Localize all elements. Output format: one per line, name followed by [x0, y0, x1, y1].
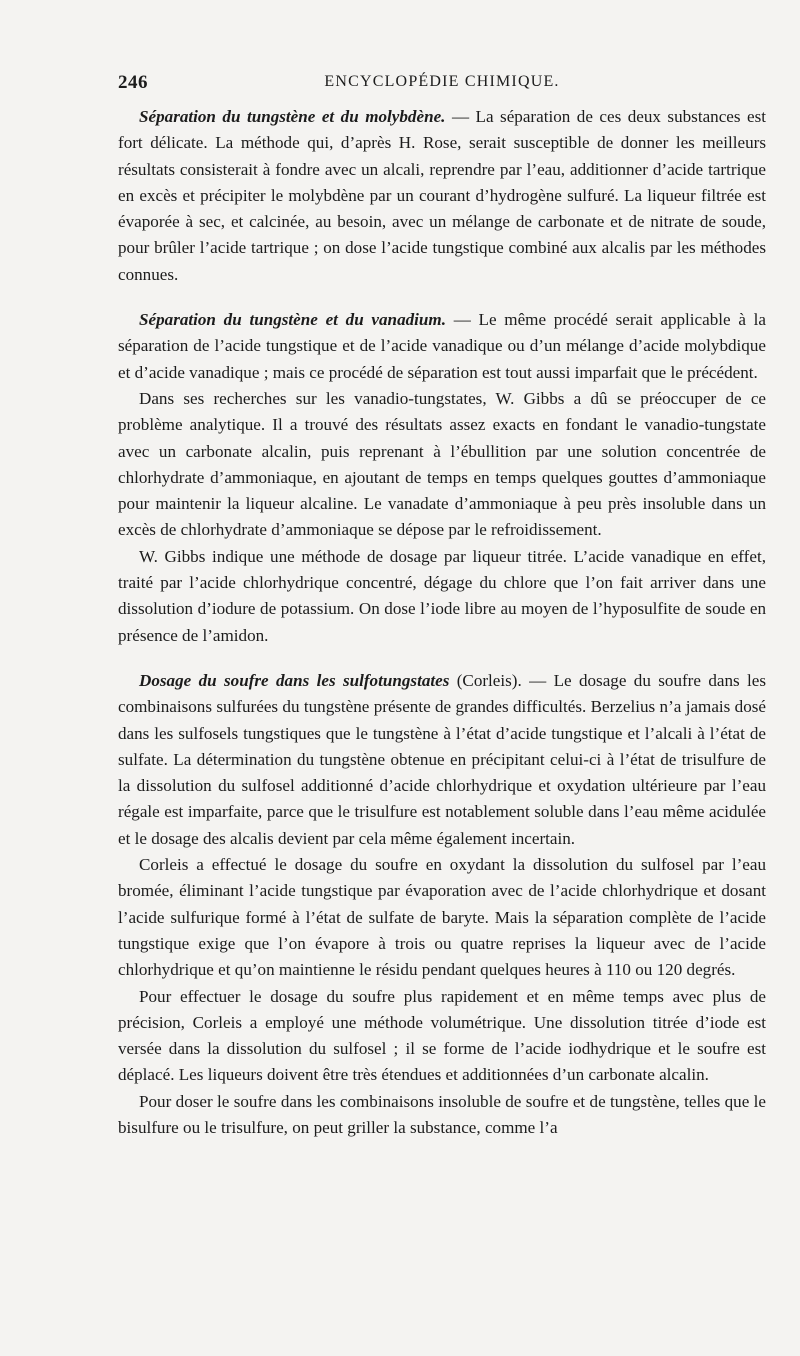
paragraph-text: — Le dosage du soufre dans les combinaisons sulfurées du tungstène présente de grandes difficultés. Berzelius n’a jamais dosé dans les sulfosels tungstiques que le tungstène à l’état d’acide tungstique et l’alcali à l’état de sulfate. La détermination du tungstène obtenue en précipitant celui-ci à l’état de trisulfure de la dissolution du sulfosel additionné d’acide chlorhydrique et oxydation ultérieure par l’eau régale est imparfaite, parce que le trisulfure est notablement soluble dans l’eau même acidulée et le dosage des alcalis devient par cela même également incertain.	[118, 670, 767, 848]
running-title: ENCYCLOPÉDIE CHIMIQUE.	[324, 73, 560, 90]
section-tungsten-molybdenum	[118, 104, 766, 288]
page-number: 246	[118, 72, 148, 93]
section-title: Dosage du soufre dans les sulfotungstates	[139, 670, 450, 690]
book-page	[118, 72, 766, 1160]
running-header	[118, 72, 766, 96]
section-title: Séparation du tungstène et du vanadium.	[139, 310, 446, 330]
paragraph	[118, 668, 766, 852]
paragraph	[118, 104, 766, 288]
section-sulfur-dosage	[118, 668, 766, 1141]
paragraph	[118, 307, 766, 386]
paragraph: W. Gibbs indique une méthode de dosage par liqueur titrée. L’acide vanadique en effet, traité par l’acide chlorhydrique concentré, dégage du chlore que l’on fait arriver dans une dissolution d’iodure de potassium. On dose l’iode libre au moyen de l’hyposulfite de soude en présence de l’amidon.	[118, 546, 766, 645]
section-tungsten-vanadium	[118, 307, 766, 649]
paragraph-text: — La séparation de ces deux substances est fort délicate. La méthode qui, d’après H. Rose, serait susceptible de donner les meilleurs résultats consisterait à fondre avec un alcali, reprendre par l’eau, additionner d’acide tartrique en excès et précipiter le molybdène par un courant d’hydrogène sulfuré. La liqueur filtrée est évaporée à sec, et calcinée, au besoin, avec un mélange de carbonate et de nitrate de soude, pour brûler l’acide tartrique ; on dose l’acide tungstique combiné aux alcalis par les méthodes connues.	[118, 107, 767, 284]
paragraph: Corleis a effectué le dosage du soufre en oxydant la dissolution du sulfosel par l’eau bromée, éliminant l’acide tungstique par évaporation avec de l’acide chlorhydrique et dosant l’acide sulfurique formé à l’état de sulfate de baryte. Mais la séparation complète de l’acide tungstique exige que l’on évapore à trois ou quatre reprises la liqueur avec de l’acide chlorhydrique et qu’on maintienne le résidu pendant quelques heures à 110 ou 120 degrés.	[118, 855, 766, 980]
section-title-suffix: (Corleis).	[449, 670, 522, 690]
section-title: Séparation du tungstène et du molybdène.	[139, 107, 446, 126]
paragraph: Pour effectuer le dosage du soufre plus rapidement et en même temps avec plus de précision, Corleis a employé une méthode volumétrique. Une dissolution titrée d’iode est versée dans la dissolution du sulfosel ; il se forme de l’acide iodhydrique et le soufre est déplacé. Les liqueurs doivent être très étendues et additionnées d’un carbonate alcalin.	[118, 986, 766, 1085]
paragraph: Dans ses recherches sur les vanadio-tungstates, W. Gibbs a dû se préoccuper de ce problème analytique. Il a trouvé des résultats assez exacts en fondant le vanadio-tungstate avec un carbonate alcalin, puis reprenant à l’ébullition par une solution concentrée de chlorhydrate d’ammoniaque, en ajoutant de temps en temps quelques gouttes d’ammoniaque pour maintenir la liqueur alcaline. Le vanadate d’ammoniaque à peu près insoluble dans un excès de chlorhydrate d’ammoniaque se dépose par le refroidissement.	[118, 388, 766, 540]
paragraph-text: — Le même procédé serait applicable à la séparation de l’acide tungstique et de l’acide vanadique ou d’un mélange d’acide molybdique et d’acide vanadique ; mais ce procédé de séparation est tout aussi imparfait que le précédent.	[118, 310, 766, 382]
paragraph: Pour doser le soufre dans les combinaisons insoluble de soufre et de tungstène, telles que le bisulfure ou le trisulfure, on peut griller la substance, comme l’a	[118, 1091, 766, 1137]
